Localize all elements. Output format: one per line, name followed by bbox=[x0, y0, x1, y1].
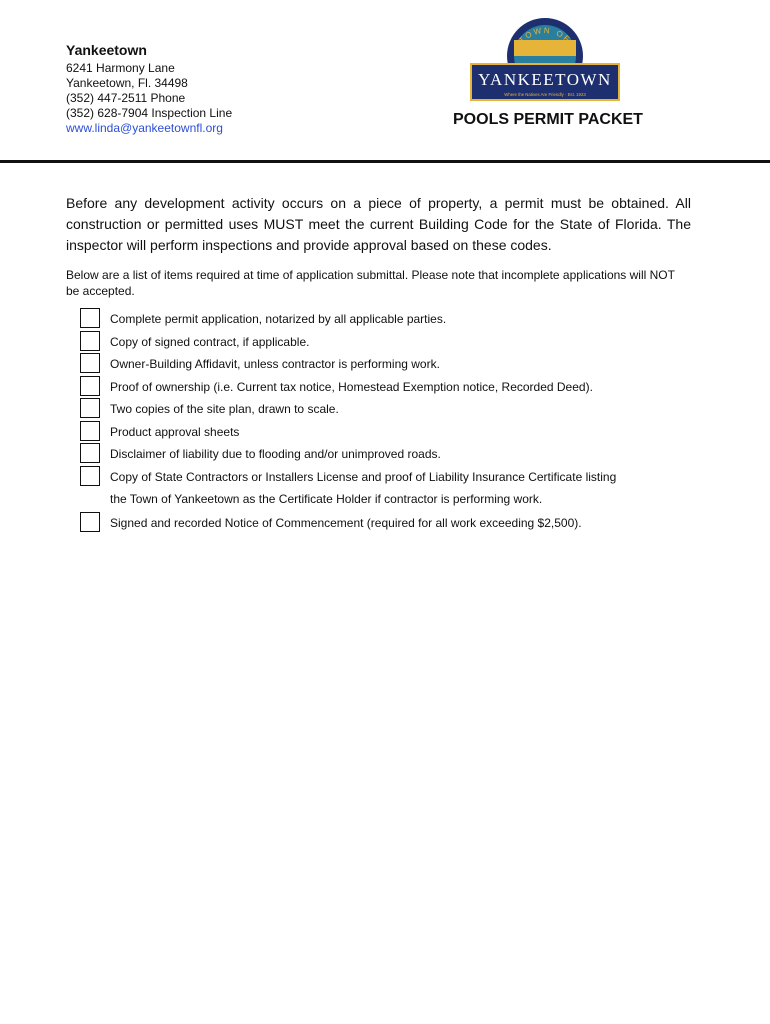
item-label: Two copies of the site plan, drawn to scale. bbox=[110, 402, 339, 416]
item-label: Copy of State Contractors or Installers License and proof of Liability Insurance Certificate listing bbox=[110, 469, 617, 484]
item-label: Product approval sheets bbox=[110, 424, 240, 439]
item-label: Proof of ownership (i.e. Current tax notice, Homestead Exemption notice, Recorded Deed). bbox=[110, 379, 593, 394]
list-item bbox=[80, 376, 700, 399]
item-label: Signed and recorded Notice of Commencement (required for all work exceeding $2,500). bbox=[110, 515, 582, 530]
checkbox[interactable] bbox=[80, 376, 100, 396]
intro-paragraph: Before any development activity occurs on a piece of property, a permit must be obtained. All construction or permitted uses MUST meet the current Building Code for the State of Florida. The inspector will perform inspections and provide approval based on these codes. bbox=[66, 195, 691, 253]
checkbox[interactable] bbox=[80, 466, 100, 486]
contact-block bbox=[66, 42, 232, 136]
checkbox[interactable] bbox=[80, 353, 100, 373]
list-item bbox=[80, 512, 700, 535]
page-title: POOLS PERMIT PACKET bbox=[453, 111, 643, 128]
list-item-continuation bbox=[80, 488, 700, 511]
list-item bbox=[80, 308, 700, 331]
checkbox[interactable] bbox=[80, 398, 100, 418]
inspection-line: (352) 628-7904 Inspection Line bbox=[66, 106, 233, 120]
org-name: Yankeetown bbox=[66, 42, 147, 58]
town-logo bbox=[470, 10, 620, 106]
address-line-1: 6241 Harmony Lane bbox=[66, 61, 175, 75]
header-divider bbox=[0, 160, 770, 163]
checkbox[interactable] bbox=[80, 512, 100, 532]
list-item bbox=[80, 421, 700, 444]
address-line-2: Yankeetown, Fl. 34498 bbox=[66, 76, 188, 90]
list-item bbox=[80, 398, 700, 421]
list-item bbox=[80, 353, 700, 376]
item-label: the Town of Yankeetown as the Certificate Holder if contractor is performing work. bbox=[110, 492, 543, 506]
logo-arc-text: TOWN OF bbox=[517, 25, 573, 45]
logo-name: YANKEETOWN bbox=[478, 70, 612, 89]
email-link[interactable]: www.linda@yankeetownfl.org bbox=[66, 121, 223, 135]
checkbox[interactable] bbox=[80, 308, 100, 328]
item-label: Owner-Building Affidavit, unless contractor is performing work. bbox=[110, 357, 440, 371]
checkbox[interactable] bbox=[80, 331, 100, 351]
logo-tagline: Where the Natives Are Friendly · Est. 1923 bbox=[504, 92, 586, 97]
list-item bbox=[80, 331, 700, 354]
phone-line: (352) 447-2511 Phone bbox=[66, 91, 186, 105]
item-label: Copy of signed contract, if applicable. bbox=[110, 334, 310, 349]
item-label: Complete permit application, notarized by all applicable parties. bbox=[110, 312, 447, 326]
requirements-checklist bbox=[80, 308, 700, 534]
checkbox[interactable] bbox=[80, 443, 100, 463]
list-item bbox=[80, 466, 700, 489]
checkbox[interactable] bbox=[80, 421, 100, 441]
item-label: Disclaimer of liability due to flooding and/or unimproved roads. bbox=[110, 447, 441, 461]
list-item bbox=[80, 443, 700, 466]
requirements-note: Below are a list of items required at time of application submittal. Please note that incomplete applications will NOT be accepted. bbox=[66, 268, 675, 298]
